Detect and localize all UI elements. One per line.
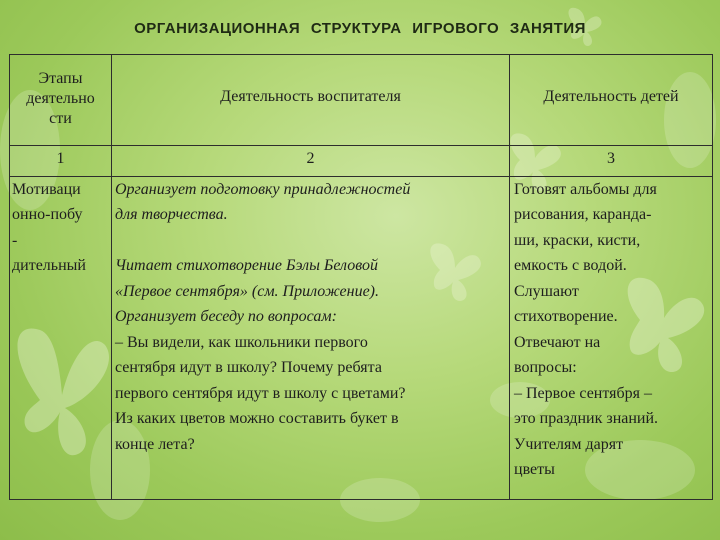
teacher-cell <box>112 176 510 499</box>
teacher-line: конце лета? <box>115 435 195 453</box>
children-line: Слушают <box>514 282 579 300</box>
header-row <box>10 55 713 146</box>
children-cell <box>510 176 713 499</box>
children-line: цветы <box>514 461 555 479</box>
children-line: емкость с водой. <box>514 257 627 275</box>
structure-table <box>9 54 713 500</box>
children-line: Отвечают на <box>514 333 601 351</box>
children-line: вопросы: <box>514 359 577 377</box>
header-stages <box>10 55 112 146</box>
stage-line: - <box>12 231 18 249</box>
header-stages-line: сти <box>49 109 72 127</box>
teacher-line: «Первое сентября» (см. Приложение). <box>115 282 379 300</box>
stage-line: Мотиваци <box>12 180 81 198</box>
children-line: – Первое сентября – <box>514 384 652 402</box>
teacher-line: Из каких цветов можно составить букет в <box>115 410 399 428</box>
stage-line: дительный <box>12 257 86 275</box>
header-stages-line: деятельно <box>26 89 95 107</box>
stage-line: онно-побу <box>12 206 83 224</box>
children-line: это праздник знаний. <box>514 410 659 428</box>
teacher-line: – Вы видели, как школьники первого <box>115 333 368 351</box>
teacher-line: для творчества. <box>115 206 228 224</box>
table-row <box>10 176 713 499</box>
header-children <box>510 55 713 146</box>
stage-cell <box>10 176 112 499</box>
teacher-line: сентября идут в школу? Почему ребята <box>115 359 382 377</box>
header-teacher <box>112 55 510 146</box>
teacher-line <box>115 228 503 254</box>
teacher-line: Организует подготовку принадлежностей <box>115 180 411 198</box>
children-line: Учителям дарят <box>514 435 624 453</box>
teacher-line: Организует беседу по вопросам: <box>115 308 337 326</box>
children-line: стихотворение. <box>514 308 618 326</box>
number-row <box>10 145 713 176</box>
column-number-1: 1 <box>10 145 112 176</box>
page-title: ОРГАНИЗАЦИОННАЯ СТРУКТУРА ИГРОВОГО ЗАНЯТИЯ <box>134 20 586 37</box>
children-line: рисования, каранда- <box>514 206 652 224</box>
header-children-label: Деятельность детей <box>543 87 679 105</box>
teacher-line: Читает стихотворение Бэлы Беловой <box>115 257 378 275</box>
header-stages-line: Этапы <box>38 69 83 87</box>
children-line: Готовят альбомы для <box>514 180 657 198</box>
teacher-line: первого сентября идут в школу с цветами? <box>115 384 406 402</box>
column-number-3: 3 <box>510 145 713 176</box>
children-line: ши, краски, кисти, <box>514 231 641 249</box>
header-teacher-label: Деятельность воспитателя <box>220 87 401 105</box>
column-number-2: 2 <box>112 145 510 176</box>
